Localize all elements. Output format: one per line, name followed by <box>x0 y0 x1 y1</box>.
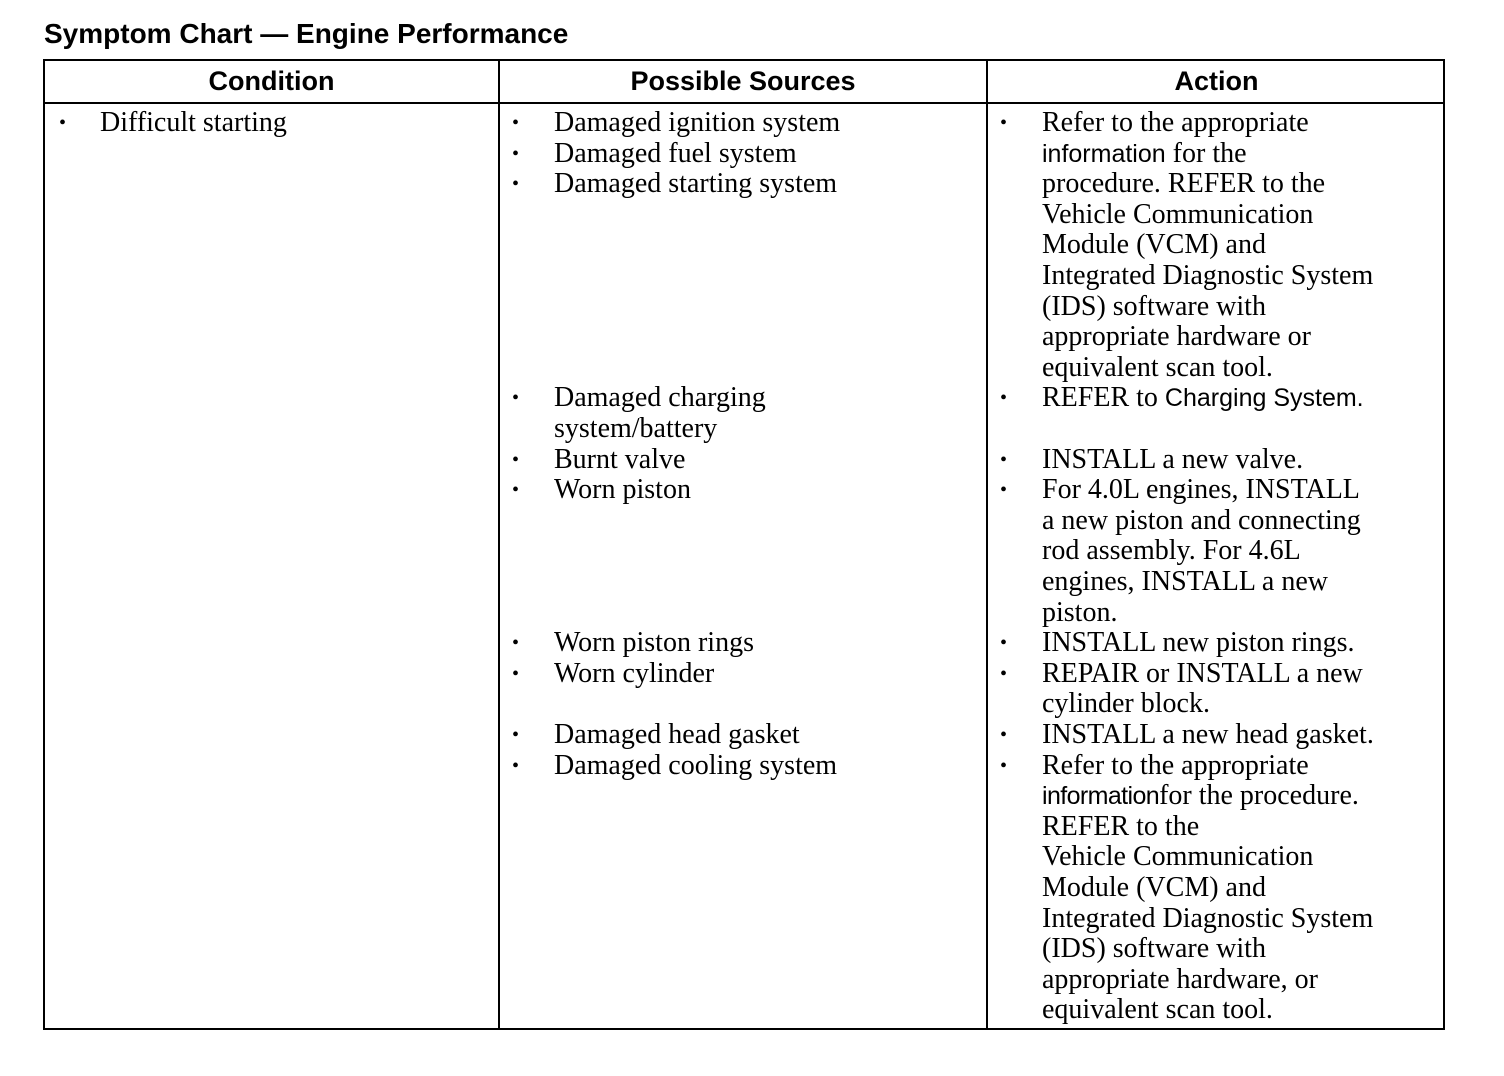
action-line <box>45 506 1443 537</box>
action-text: Refer to the appropriate <box>1042 749 1309 781</box>
action-line <box>45 292 1443 323</box>
action-text: Module (VCM) and <box>1042 872 1266 903</box>
action-line <box>45 934 1443 965</box>
action-text: appropriate hardware or <box>1042 321 1311 353</box>
bullet-icon: • <box>1000 754 1008 777</box>
reference-text: information <box>1042 782 1160 811</box>
action-line <box>45 689 1443 720</box>
action-text: REPAIR or INSTALL a new <box>1042 657 1363 689</box>
bullet-icon: • <box>1000 448 1008 471</box>
action-line <box>45 230 1443 261</box>
action-text: INSTALL a new valve. <box>1042 443 1304 475</box>
action-line <box>45 169 1443 200</box>
action-text: Vehicle Communication <box>1042 841 1314 873</box>
header-possible-sources: Possible Sources <box>630 66 856 96</box>
source-item-continued <box>45 414 1443 445</box>
action-text-part: for the <box>1165 137 1247 169</box>
action-text: equivalent scan tool. <box>1042 994 1273 1026</box>
bullet-icon: • <box>512 387 520 410</box>
source-text: system/battery <box>554 413 718 444</box>
action-line <box>45 200 1443 231</box>
action-text: Integrated Diagnostic System <box>1042 260 1374 291</box>
bullet-icon: • <box>1000 479 1008 502</box>
bullet-icon: • <box>1000 387 1008 410</box>
source-text: Worn piston <box>554 474 691 506</box>
header-action: Action <box>1174 66 1259 96</box>
action-text: Vehicle Communication <box>1042 198 1314 230</box>
header-condition: Condition <box>208 66 335 96</box>
source-text: Damaged head gasket <box>554 719 800 750</box>
action-text: engines, INSTALL a new <box>1042 566 1328 597</box>
action-text <box>1042 781 1359 812</box>
action-text-part: for the procedure. <box>1159 780 1359 812</box>
bullet-icon: • <box>512 448 520 471</box>
header-divider <box>45 102 1443 104</box>
action-line <box>45 842 1443 873</box>
action-text: rod assembly. For 4.6L <box>1042 535 1301 567</box>
bullet-icon: • <box>512 724 520 746</box>
action-text: Module (VCM) and <box>1042 229 1266 261</box>
action-text: cylinder block. <box>1042 688 1210 720</box>
action-text-part: REFER to <box>1042 382 1165 414</box>
bullet-icon: • <box>59 112 67 134</box>
action-line <box>45 322 1443 353</box>
action-item <box>45 659 1443 690</box>
bullet-icon: • <box>512 173 520 196</box>
action-text: Refer to the appropriate <box>1042 107 1309 138</box>
action-line <box>45 353 1443 384</box>
page-title: Symptom Chart — Engine Performance <box>44 18 569 49</box>
action-text: (IDS) software with <box>1042 290 1266 322</box>
action-text: procedure. REFER to the <box>1042 168 1326 200</box>
source-text: Damaged charging <box>554 382 766 414</box>
source-text: Damaged starting system <box>554 168 838 200</box>
action-text: (IDS) software with <box>1042 933 1266 965</box>
action-line <box>45 812 1443 843</box>
action-text <box>1042 139 1247 170</box>
action-line <box>45 965 1443 996</box>
source-text: Damaged fuel system <box>554 137 797 169</box>
reference-text: information <box>1042 139 1166 168</box>
bullet-icon: • <box>512 754 520 777</box>
bullet-icon: • <box>1000 662 1008 685</box>
action-text: appropriate hardware, or <box>1042 963 1318 995</box>
action-text: Integrated Diagnostic System <box>1042 902 1374 934</box>
action-text: INSTALL new piston rings. <box>1042 627 1355 659</box>
action-item <box>45 445 1443 476</box>
action-line <box>45 904 1443 935</box>
bullet-icon: • <box>512 632 520 655</box>
bullet-icon: • <box>1000 632 1008 655</box>
action-text: REFER to the <box>1042 810 1200 842</box>
bullet-icon: • <box>512 142 520 165</box>
source-text: Damaged ignition system <box>554 107 841 138</box>
action-item <box>45 108 1443 139</box>
action-text: INSTALL a new head gasket. <box>1042 719 1374 750</box>
source-text: Damaged cooling system <box>554 749 838 781</box>
reference-text: Charging System. <box>1164 384 1364 413</box>
action-line <box>45 995 1443 1026</box>
action-line <box>45 873 1443 904</box>
source-text: Worn piston rings <box>554 627 754 659</box>
action-line <box>45 598 1443 629</box>
bullet-icon: • <box>1000 112 1008 134</box>
action-line <box>45 781 1443 812</box>
action-item <box>45 628 1443 659</box>
action-line <box>45 536 1443 567</box>
symptom-table <box>43 59 1445 1030</box>
action-item <box>45 720 1443 751</box>
action-item <box>45 383 1443 414</box>
action-line <box>45 139 1443 170</box>
action-text: a new piston and connecting <box>1042 504 1361 536</box>
bullet-icon: • <box>512 112 520 134</box>
bullet-icon: • <box>1000 724 1008 746</box>
condition-text: Difficult starting <box>100 107 287 138</box>
bullet-icon: • <box>512 479 520 502</box>
action-line <box>45 567 1443 598</box>
action-text: equivalent scan tool. <box>1042 351 1273 383</box>
source-text: Burnt valve <box>554 443 686 475</box>
action-line <box>45 261 1443 292</box>
action-item <box>45 751 1443 782</box>
action-text <box>1042 383 1364 414</box>
source-text: Worn cylinder <box>554 657 715 689</box>
action-text: For 4.0L engines, INSTALL <box>1042 474 1360 506</box>
bullet-icon: • <box>512 662 520 685</box>
action-item <box>45 475 1443 506</box>
action-text: piston. <box>1042 596 1118 628</box>
